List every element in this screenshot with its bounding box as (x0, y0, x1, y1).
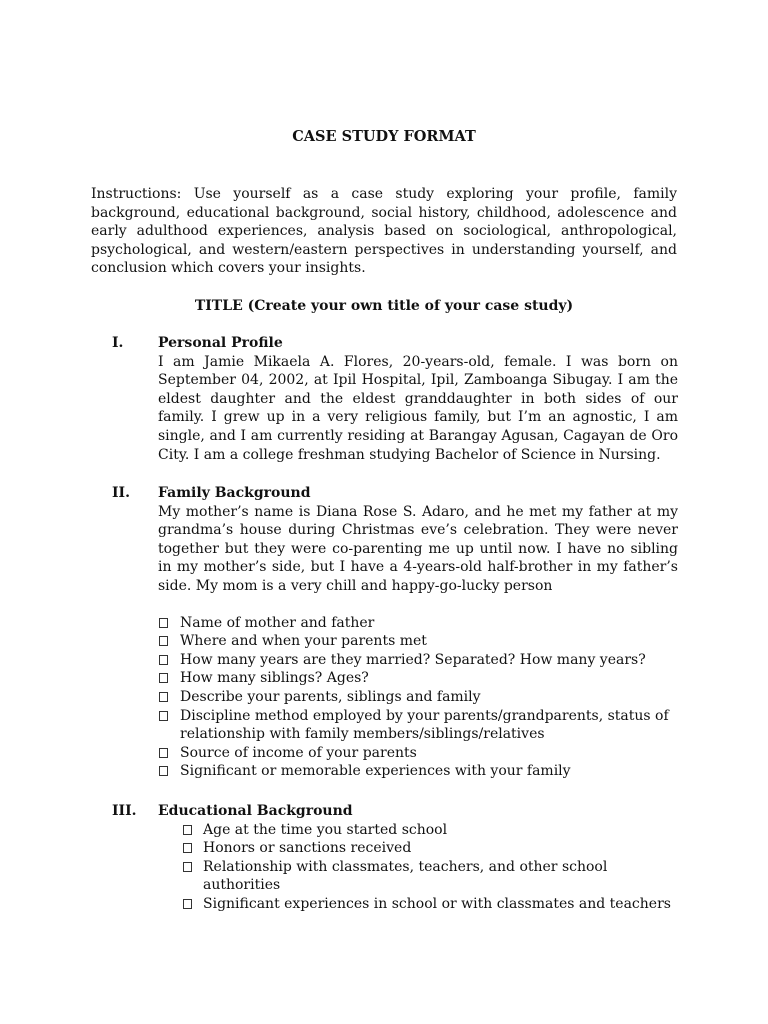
list-item-text: Discipline method employed by your parents/grandparents, status of relationship with family members/siblings/relatives (180, 707, 669, 743)
checkbox-square-icon (159, 766, 168, 776)
checkbox-square-icon (183, 843, 192, 853)
list-item (182, 895, 678, 914)
list-item-text: Name of mother and father (180, 614, 375, 631)
case-study-title: TITLE (Create your own title of your case study) (194, 298, 574, 314)
list-item-text: Where and when your parents met (180, 633, 427, 650)
education-bullet-list (182, 821, 678, 914)
list-item (158, 762, 678, 781)
checkbox-square-icon (159, 673, 168, 683)
checkbox-square-icon (183, 825, 192, 835)
list-item (158, 688, 678, 707)
family-bullet-list (158, 614, 678, 781)
section-numeral: III. (112, 803, 137, 819)
list-item (158, 707, 678, 744)
list-item-text: Source of income of your parents (180, 744, 417, 761)
list-item-text: Significant experiences in school or with classmates and teachers (203, 895, 671, 912)
list-item (158, 669, 678, 688)
section-heading: Personal Profile (158, 335, 283, 351)
checkbox-square-icon (159, 618, 168, 628)
list-item (158, 651, 678, 670)
list-item (158, 744, 678, 763)
section-heading: Family Background (158, 485, 311, 501)
list-item (182, 858, 678, 895)
document-title: CASE STUDY FORMAT (292, 128, 476, 145)
list-item-text: Honors or sanctions received (203, 840, 412, 857)
list-item (182, 839, 678, 858)
list-item-text: How many siblings? Ages? (180, 670, 369, 687)
checkbox-square-icon (183, 899, 192, 909)
section-paragraph: I am Jamie Mikaela A. Flores, 20-years-old, female. I was born on September 04, 2002, at Ipil Hospital, Ipil, Zamboanga Sibugay. I am the eldest daughter and the eldest granddaughter in both sides of our family. I grew up in a very religious family, but I’m an agnostic, I am single, and I am currently residing at Barangay Agusan, Cagayan de Oro City. I am a college freshman studying Bachelor of Science in Nursing. (158, 353, 678, 463)
list-item-text: Significant or memorable experiences with your family (180, 763, 571, 780)
list-item-text: Relationship with classmates, teachers, and other school authorities (203, 858, 608, 894)
section-numeral: II. (112, 485, 130, 501)
checkbox-square-icon (159, 692, 168, 702)
list-item-text: Describe your parents, siblings and family (180, 688, 481, 705)
section-body (158, 334, 678, 464)
list-item (182, 821, 678, 840)
section-body (158, 802, 678, 914)
checkbox-square-icon (183, 862, 192, 872)
list-item-text: Age at the time you started school (203, 821, 448, 838)
checkbox-square-icon (159, 748, 168, 758)
list-item (158, 632, 678, 651)
section-heading: Educational Background (158, 803, 353, 819)
list-item (158, 614, 678, 633)
section-body (158, 484, 678, 781)
section-numeral: I. (112, 335, 124, 351)
instructions-paragraph: Instructions: Use yourself as a case study exploring your profile, family background, educational background, social history, childhood, adolescence and early adulthood experiences, analysis based on sociological, anthropological, psychological, and western/eastern perspectives in understanding yourself, and conclusion which covers your insights. (91, 186, 677, 277)
checkbox-square-icon (159, 636, 168, 646)
checkbox-square-icon (159, 711, 168, 721)
checkbox-square-icon (159, 655, 168, 665)
list-item-text: How many years are they married? Separated? How many years? (180, 651, 646, 668)
section-paragraph: My mother’s name is Diana Rose S. Adaro, and he met my father at my grandma’s house during Christmas eve’s celebration. They were never together but they were co-parenting me up until now. I have no sibling in my mother’s side, but I have a 4-years-old half-brother in my father’s side. My mom is a very chill and happy-go-lucky person (158, 503, 678, 594)
